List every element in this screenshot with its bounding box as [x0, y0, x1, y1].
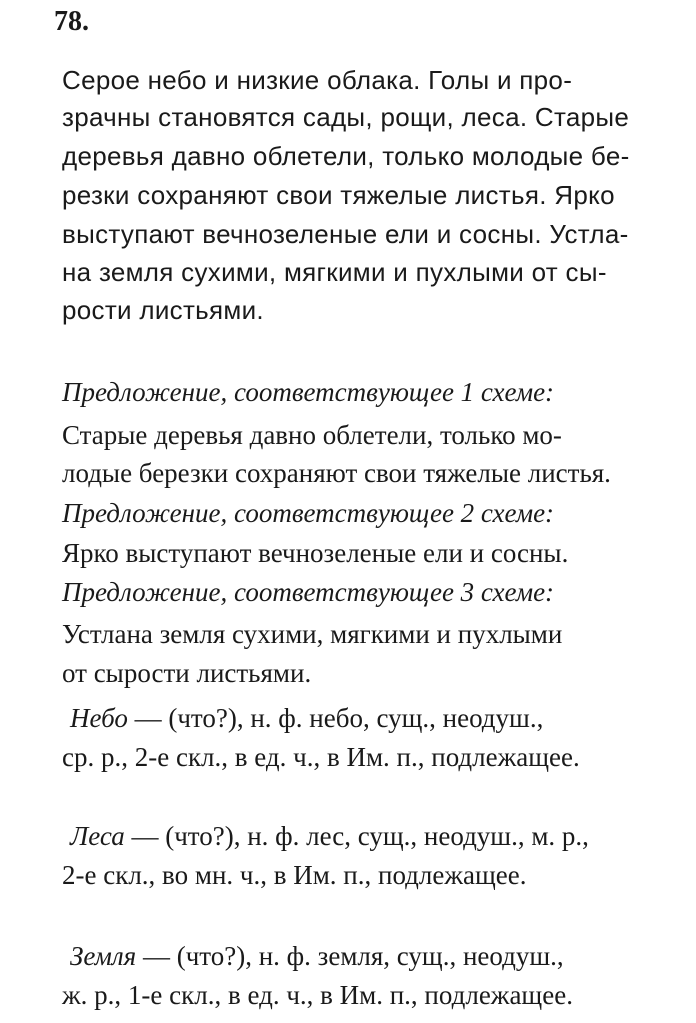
analysis-2-line-1: [70, 818, 589, 854]
analysis-2-rest: — (что?), н. ф. лес, сущ., неодуш., м. р.,: [124, 821, 589, 851]
passage-line-1: Серое небо и низкие облака. Голы и про-: [62, 65, 573, 95]
passage-line-3: деревья давно облетели, только молодые бе-: [62, 141, 630, 171]
scheme-1-line-2: лодые березки сохраняют свои тяжелые листья.: [62, 458, 611, 488]
scheme-1-line-1: Старые деревья давно облетели, только мо-: [62, 420, 562, 450]
scheme-1-label: Предложение, соответствующее 1 схеме:: [62, 377, 555, 407]
analysis-1-word: Небо: [70, 703, 128, 733]
scheme-2-label: Предложение, соответствующее 2 схеме:: [62, 498, 555, 528]
passage-line-6: на земля сухими, мягкими и пухлыми от сы-: [62, 257, 607, 287]
analysis-3-line-1: [70, 938, 564, 974]
analysis-1-line-2: ср. р., 2-е скл., в ед. ч., в Им. п., подлежащее.: [62, 742, 580, 772]
passage-line-7: рости листьями.: [62, 295, 264, 325]
scheme-2-line-1: Ярко выступают вечнозеленые ели и сосны.: [62, 538, 569, 568]
analysis-3-line-2: ж. р., 1-е скл., в ед. ч., в Им. п., подлежащее.: [62, 980, 573, 1010]
passage-line-2: зрачны становятся сады, рощи, леса. Старые: [62, 102, 630, 132]
analysis-3-word: Земля: [70, 941, 137, 971]
exercise-number: 78.: [54, 6, 89, 37]
passage-line-4: резки сохраняют свои тяжелые листья. Ярко: [62, 180, 615, 210]
analysis-1-line-1: [70, 700, 543, 736]
passage-line-5: выступают вечнозеленые ели и сосны. Устла-: [62, 219, 629, 249]
analysis-3-rest: — (что?), н. ф. земля, сущ., неодуш.,: [136, 941, 564, 971]
scheme-3-line-2: от сырости листьями.: [62, 658, 312, 688]
analysis-1-rest: — (что?), н. ф. небо, сущ., неодуш.,: [127, 703, 544, 733]
analysis-2-line-2: 2-е скл., во мн. ч., в Им. п., подлежащее.: [62, 860, 527, 890]
scheme-3-label: Предложение, соответствующее 3 схеме:: [62, 577, 555, 607]
analysis-2-word: Леса: [70, 821, 125, 851]
scheme-3-line-1: Устлана земля сухими, мягкими и пухлыми: [62, 619, 563, 649]
